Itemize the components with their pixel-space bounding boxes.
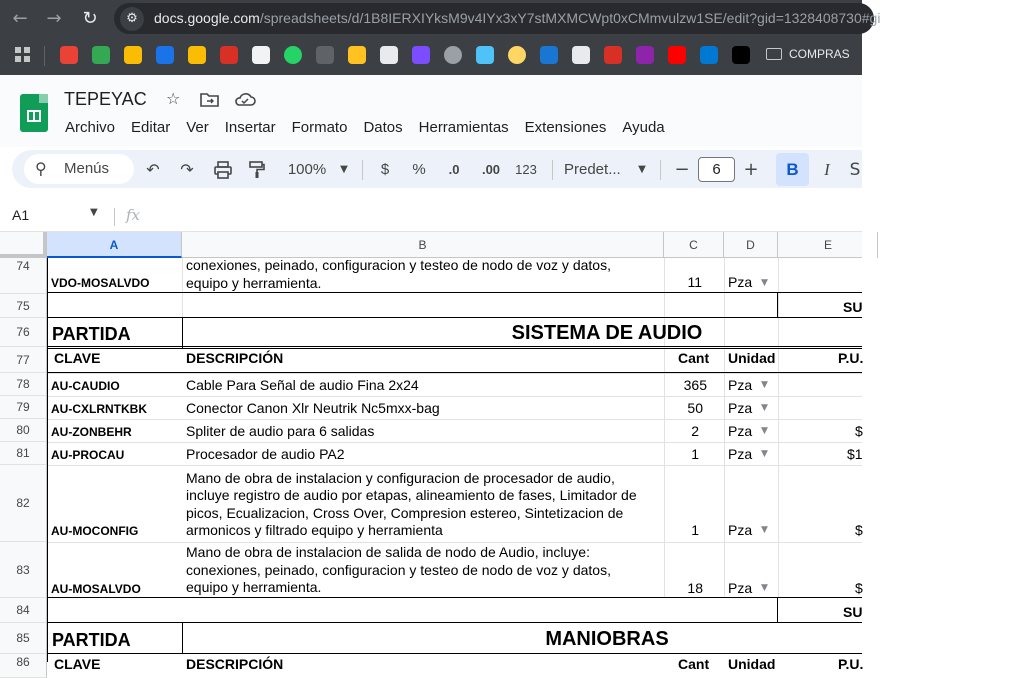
currency-format-button[interactable]: $: [380, 161, 390, 178]
menu-extensiones[interactable]: Extensiones: [524, 119, 607, 136]
dropdown-caret-icon[interactable]: ▼: [761, 403, 768, 413]
row-header-86[interactable]: 86: [0, 654, 47, 678]
star-icon[interactable]: ☆: [166, 89, 181, 108]
header-clave[interactable]: CLAVE: [54, 656, 101, 672]
dropdown-caret-icon[interactable]: ▼: [761, 380, 768, 390]
column-header-c[interactable]: C: [664, 232, 724, 258]
gridline: [47, 419, 862, 420]
menu-herramientas[interactable]: Herramientas: [418, 119, 509, 136]
subtotal-label[interactable]: SU: [843, 604, 863, 620]
menu-archivo[interactable]: Archivo: [65, 119, 116, 136]
italic-button[interactable]: I: [824, 160, 830, 179]
quantity-cell[interactable]: 50: [687, 400, 703, 416]
cell-border: [47, 317, 862, 318]
print-icon[interactable]: [212, 159, 234, 181]
unit-cell[interactable]: Pza: [728, 400, 753, 416]
zoom-select[interactable]: 100%: [287, 161, 327, 178]
url-text: [154, 10, 880, 26]
price-cell[interactable]: $: [855, 580, 863, 596]
menu-ver[interactable]: Ver: [186, 119, 209, 136]
header-pu[interactable]: P.U.: [838, 656, 864, 672]
quantity-cell[interactable]: 1: [691, 522, 699, 538]
reload-icon[interactable]: ↻: [82, 8, 98, 29]
subtotal-label[interactable]: SU: [843, 299, 863, 315]
gmail-icon[interactable]: [60, 46, 78, 64]
header-descripcion[interactable]: DESCRIPCIÓN: [186, 350, 284, 366]
row-header-77[interactable]: 77: [0, 347, 47, 373]
row-header-78[interactable]: 78: [0, 373, 47, 396]
cell-border: [777, 597, 778, 623]
percent-format-button[interactable]: %: [412, 161, 426, 178]
quantity-cell[interactable]: 1: [691, 446, 699, 462]
partida-label[interactable]: PARTIDA: [52, 630, 131, 650]
outlook-icon[interactable]: [700, 46, 718, 64]
number-format-button[interactable]: 123: [515, 162, 537, 177]
apps-grid-icon[interactable]: [14, 46, 32, 64]
code-cell[interactable]: AU-CXLRNTKBK: [51, 402, 147, 416]
menu-formato[interactable]: Formato: [291, 119, 348, 136]
code-cell[interactable]: VDO-MOSALVDO: [51, 276, 150, 290]
tiktok-icon[interactable]: [732, 46, 750, 64]
menu-datos[interactable]: Datos: [363, 119, 403, 136]
bold-button[interactable]: B: [776, 153, 809, 186]
calendar-icon[interactable]: [156, 46, 174, 64]
row-header-82[interactable]: 82: [0, 465, 47, 542]
code-cell[interactable]: AU-PROCAU: [51, 448, 125, 462]
sheets-header: [0, 75, 862, 147]
gridline: [47, 396, 862, 397]
dropdown-caret-icon[interactable]: ▼: [761, 449, 768, 459]
description-cell[interactable]: Spliter de audio para 6 salidas: [186, 423, 375, 439]
search-menus-button[interactable]: [24, 154, 134, 184]
cloud-icon[interactable]: [476, 46, 494, 64]
description-cell[interactable]: Cable Para Señal de audio Fina 2x24: [186, 377, 419, 393]
price-cell[interactable]: $1: [847, 446, 863, 462]
quantity-cell[interactable]: 365: [683, 377, 707, 393]
back-arrow-icon[interactable]: ←: [12, 8, 28, 29]
price-cell[interactable]: $: [855, 423, 863, 439]
cell-border: [47, 372, 862, 373]
name-box-caret-icon[interactable]: ▼: [90, 207, 98, 218]
gridline: [47, 542, 862, 543]
search-icon: ⚲: [35, 159, 47, 178]
keep-icon[interactable]: [188, 46, 206, 64]
quantity-cell[interactable]: 11: [687, 274, 702, 290]
header-cant[interactable]: Cant: [678, 350, 710, 366]
row-header-76[interactable]: 76: [0, 318, 47, 347]
cell-border: [47, 653, 862, 654]
menu-ayuda[interactable]: Ayuda: [622, 119, 665, 136]
description-line: incluye registro de audio por etapas, alineamiento de fases, Limitador de: [186, 487, 637, 504]
menu-insertar[interactable]: Insertar: [224, 119, 276, 136]
font-family-select[interactable]: Predet...: [564, 161, 621, 178]
redo-icon[interactable]: ↷: [180, 160, 194, 179]
code-cell[interactable]: AU-MOSALVDO: [51, 582, 141, 596]
description-line: Mano de obra de instalacion y configuracion de procesador de audio,: [186, 470, 615, 486]
unit-cell[interactable]: Pza: [728, 446, 753, 462]
column-header-e[interactable]: E: [778, 232, 878, 258]
section-title[interactable]: SISTEMA DE AUDIO: [511, 322, 703, 344]
gridline: [182, 258, 183, 318]
sheets-logo-icon[interactable]: [20, 94, 48, 132]
unit-cell[interactable]: Pza: [728, 377, 753, 393]
formula-divider: [114, 208, 115, 226]
row-header-81[interactable]: 81: [0, 442, 47, 465]
cell-border: [47, 346, 862, 347]
bookmarks-bar: [0, 40, 862, 72]
description-line: equipo y herramienta.: [186, 275, 322, 291]
youtube-icon[interactable]: [668, 46, 686, 64]
apps-icon[interactable]: [316, 46, 334, 64]
syn-icon[interactable]: [380, 46, 398, 64]
gridline: [47, 465, 862, 466]
partida-label[interactable]: PARTIDA: [52, 324, 131, 344]
dropdown-caret-icon[interactable]: ▼: [761, 426, 768, 436]
header-unidad[interactable]: Unidad: [728, 656, 776, 672]
description-line: picos, Ecualizacion, Cross Over, Compresion estereo, Sintetizacion de: [186, 504, 624, 521]
row-header-75[interactable]: 75: [0, 294, 47, 318]
bookmark-folder-compras[interactable]: [766, 47, 850, 61]
row-header-85[interactable]: 85: [0, 623, 47, 654]
column-header-b[interactable]: B: [182, 232, 664, 258]
url-path: /spreadsheets/d/1B8IERXIYksM9v4IYx3xY7stMXMCWpt0xCMmvulzw1SE/edit?gid=1328408730#gi: [259, 10, 881, 26]
gridline: [724, 258, 725, 598]
description-line: armonicos y filtrado equipo y herramienta: [186, 521, 443, 538]
name-box[interactable]: A1: [12, 207, 30, 223]
sheets-toolbar: [12, 150, 862, 188]
code-cell[interactable]: AU-ZONBEHR: [51, 425, 132, 439]
url-host: docs.google.com: [154, 10, 260, 26]
row-header-79[interactable]: 79: [0, 396, 47, 419]
font-size-input[interactable]: 6: [698, 157, 735, 182]
strikethrough-icon[interactable]: S: [849, 160, 861, 180]
description-cell[interactable]: [186, 470, 637, 539]
zoom-caret-icon[interactable]: ▼: [340, 164, 348, 175]
hub-icon[interactable]: [412, 46, 430, 64]
browser-toolbar: [0, 0, 881, 37]
cell-border: [47, 348, 862, 349]
decrease-decimal-button[interactable]: .0: [448, 162, 460, 177]
quantity-cell[interactable]: 2: [691, 423, 699, 439]
row-header-84[interactable]: 84: [0, 598, 47, 623]
gridline: [47, 442, 862, 443]
fx-icon: fx: [126, 206, 141, 224]
move-folder-icon[interactable]: [200, 89, 220, 111]
unit-cell[interactable]: Pza: [728, 274, 753, 290]
bookmark-folder-label: COMPRAS: [789, 47, 850, 61]
row-header-80[interactable]: 80: [0, 419, 47, 442]
unit-cell[interactable]: Pza: [728, 423, 753, 439]
section-title[interactable]: MANIOBRAS: [545, 628, 669, 650]
header-descripcion[interactable]: DESCRIPCIÓN: [186, 656, 284, 672]
cell-border: [47, 292, 862, 293]
dropdown-caret-icon[interactable]: ▼: [761, 525, 768, 535]
unit-cell[interactable]: Pza: [728, 580, 753, 596]
app-icon[interactable]: [220, 46, 238, 64]
cell-border: [47, 597, 862, 598]
whatsapp-icon[interactable]: [284, 46, 302, 64]
increase-decimal-button[interactable]: .00: [481, 162, 501, 177]
description-line: conexiones, peinado, configuracion y testeo de nodo de voz y datos,: [186, 257, 611, 273]
search-menus-label: Menús: [64, 160, 110, 177]
toolbar-divider: [552, 160, 553, 180]
cell-border: [777, 292, 778, 318]
cell-border: [47, 258, 48, 662]
spreadsheet-grid[interactable]: [0, 232, 864, 672]
description-line: Mano de obra de instalacion de salida de nodo de Audio, incluye:: [186, 544, 590, 560]
sheets-bookmark-icon[interactable]: [252, 46, 270, 64]
browser-icon[interactable]: [444, 46, 462, 64]
quantity-cell[interactable]: 18: [687, 580, 703, 596]
document-title[interactable]: TEPEYAC: [64, 89, 147, 109]
header-unidad[interactable]: Unidad: [728, 350, 776, 366]
network-icon[interactable]: [540, 46, 558, 64]
row-header-83[interactable]: 83: [0, 542, 47, 598]
cell-border: [47, 622, 862, 623]
site-info-icon[interactable]: ⚙: [120, 7, 144, 31]
font-size-increase-icon[interactable]: +: [743, 159, 759, 180]
smile-icon[interactable]: [508, 46, 526, 64]
bookmarks-divider: [44, 46, 45, 66]
description-cell[interactable]: [186, 256, 611, 292]
description-cell[interactable]: [186, 544, 611, 597]
walmart-icon[interactable]: [348, 46, 366, 64]
gridline: [47, 373, 862, 374]
column-headers: [0, 232, 862, 258]
description-line: equipo y herramienta.: [186, 579, 322, 595]
e-icon[interactable]: [604, 46, 622, 64]
unit-cell[interactable]: Pza: [728, 522, 753, 538]
row-header-74[interactable]: 74: [0, 258, 47, 294]
dropdown-caret-icon[interactable]: ▼: [761, 278, 768, 288]
header-pu[interactable]: P.U.: [838, 350, 864, 366]
folder-icon: [766, 48, 782, 60]
menu-bar: [57, 117, 673, 139]
cloud-saved-icon[interactable]: [234, 89, 256, 111]
toolbar-divider: [362, 160, 363, 180]
maps-icon[interactable]: [124, 46, 142, 64]
gridline: [778, 258, 779, 598]
address-bar[interactable]: [114, 3, 881, 34]
header-cant[interactable]: Cant: [678, 656, 710, 672]
browser-chrome: [0, 0, 881, 75]
description-cell[interactable]: Conector Canon Xlr Neutrik Nc5mxx-bag: [186, 400, 440, 416]
drive-icon[interactable]: [92, 46, 110, 64]
menu-editar[interactable]: Editar: [131, 119, 171, 136]
folder-app-icon[interactable]: [636, 46, 654, 64]
header-clave[interactable]: CLAVE: [54, 350, 101, 366]
description-cell[interactable]: Procesador de audio PA2: [186, 446, 345, 462]
column-header-a[interactable]: A: [47, 232, 182, 258]
dropdown-caret-icon[interactable]: ▼: [761, 583, 768, 593]
font-size-decrease-icon[interactable]: −: [674, 159, 690, 180]
undo-icon[interactable]: ↶: [146, 160, 160, 179]
forward-arrow-icon[interactable]: →: [46, 8, 62, 29]
paint-format-icon[interactable]: [246, 159, 268, 181]
formula-bar: [0, 200, 862, 232]
column-header-d[interactable]: D: [724, 232, 778, 258]
car-icon[interactable]: [572, 46, 590, 64]
description-line: conexiones, peinado, configuracion y testeo de nodo de voz y datos,: [186, 561, 611, 578]
toolbar-divider: [660, 160, 661, 180]
select-all-corner[interactable]: [0, 232, 47, 258]
price-cell[interactable]: $: [855, 522, 863, 538]
font-caret-icon[interactable]: ▼: [638, 164, 646, 175]
code-cell[interactable]: AU-MOCONFIG: [51, 524, 139, 538]
code-cell[interactable]: AU-CAUDIO: [51, 379, 120, 393]
